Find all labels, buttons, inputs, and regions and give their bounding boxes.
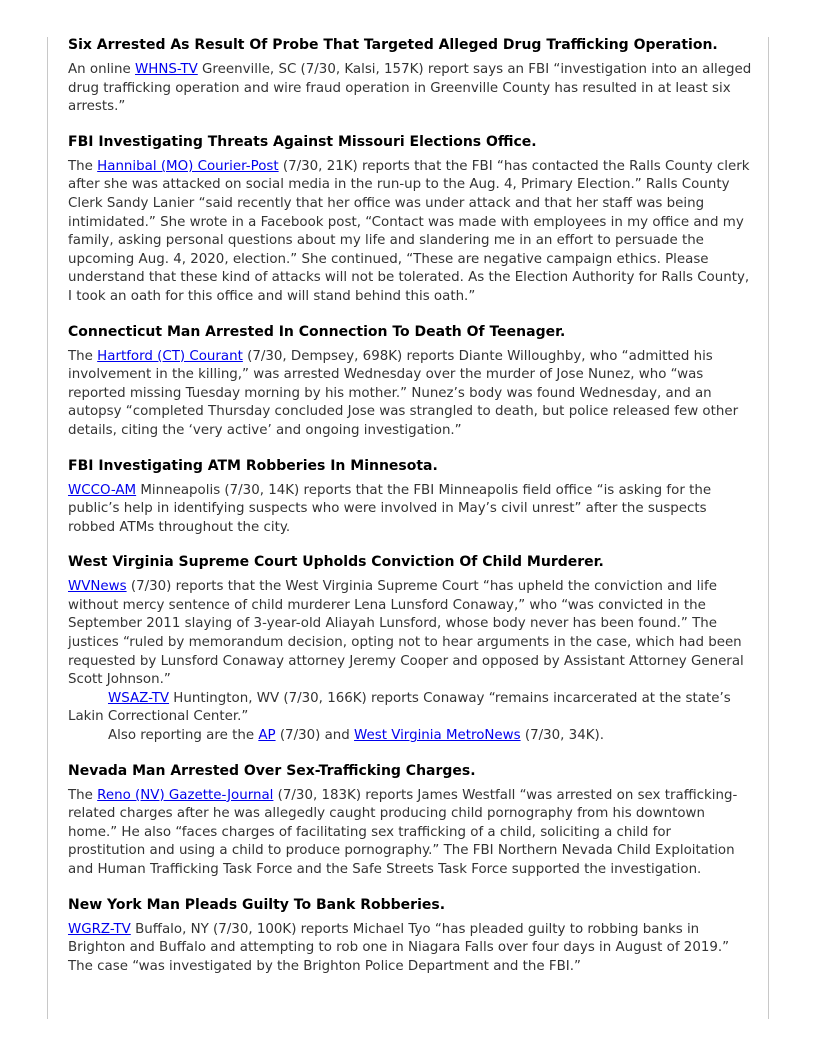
source-link-hannibal-courier-post[interactable]: Hannibal (MO) Courier-Post — [97, 158, 279, 174]
article-west-virginia-court — [68, 553, 752, 745]
article-body: Also reporting are the AP (7/30) and West Virginia MetroNews (7/30, 34K). — [108, 728, 604, 744]
article-headline: FBI Investigating ATM Robberies In Minnesota. — [68, 457, 438, 474]
article-atm-robberies — [68, 457, 752, 538]
article-body: WGRZ-TV Buffalo, NY (7/30, 100K) reports Michael Tyo “has pleaded guilty to robbing banks in Brighton and Buffalo and attempting to rob one in Niagara Falls over four days in August of 2019.” The case “was investigated by the Brighton Police Department and the FBI.” — [68, 921, 730, 974]
source-link-wcco-am[interactable]: WCCO-AM — [68, 482, 137, 498]
article-new-york-bank-robberies — [68, 896, 752, 977]
article-missouri-elections — [68, 133, 752, 307]
source-link-wsaz-tv[interactable]: WSAZ-TV — [108, 690, 170, 706]
article-connecticut-teenager — [68, 323, 752, 441]
article-nevada-trafficking — [68, 762, 752, 880]
source-link-wvnews[interactable]: WVNews — [68, 579, 127, 595]
source-link-ap[interactable]: AP — [258, 728, 276, 744]
article-body: The Reno (NV) Gazette-Journal (7/30, 183K) reports James Westfall “was arrested on sex trafficking-related charges after he was allegedly caught producing child pornography from his downtown home.” He also “faces charges of facilitating sex trafficking of a child, soliciting a child for prostitution and using a child to produce pornography.” The FBI Northern Nevada Child Exploitation and Human Trafficking Task Force and the Safe Streets Task Force supported the investigation. — [68, 787, 738, 877]
source-link-reno-gazette-journal[interactable]: Reno (NV) Gazette-Journal — [97, 787, 274, 803]
source-link-wgrz-tv[interactable]: WGRZ-TV — [68, 921, 131, 937]
article-headline: New York Man Pleads Guilty To Bank Robberies. — [68, 896, 446, 913]
article-headline: Connecticut Man Arrested In Connection To Death Of Teenager. — [68, 323, 566, 340]
article-body: An online WHNS-TV Greenville, SC (7/30, Kalsi, 157K) report says an FBI “investigation into an alleged drug trafficking operation and wire fraud operation in Greenville County has resulted in at least six arrests.” — [68, 62, 752, 115]
right-margin-rule — [768, 37, 769, 1019]
article-headline: Six Arrested As Result Of Probe That Targeted Alleged Drug Trafficking Operation. — [68, 37, 718, 53]
article-body: The Hartford (CT) Courant (7/30, Dempsey, 698K) reports Diante Willoughby, who “admitted his involvement in the killing,” was arrested Wednesday over the murder of Jose Nunez, who “was reported missing Tuesday morning by his mother.” Nunez’s body was found Wednesday, and an autopsy “completed Thursday concluded Jose was strangled to death, but police released few other details, citing the ‘very active’ and ongoing investigation.” — [68, 348, 739, 438]
article-body: WVNews (7/30) reports that the West Virginia Supreme Court “has upheld the conviction and life without mercy sentence of child murderer Lena Lunsford Conaway,” who “was convicted in the September 2011 slaying of 3-year-old Aliayah Lunsford, whose body never has been found.” The justices “ruled by memorandum decision, opting not to hear arguments in the case, which had been requested by Lunsford Conaway attorney Jeremy Cooper and opposed by Assistant Attorney General Scott Johnson.” — [68, 579, 744, 688]
source-link-wv-metronews[interactable]: West Virginia MetroNews — [354, 728, 521, 744]
article-body: WSAZ-TV Huntington, WV (7/30, 166K) reports Conaway “remains incarcerated at the state’s Lakin Correctional Center.” — [68, 690, 731, 725]
source-link-whns-tv[interactable]: WHNS-TV — [135, 62, 198, 77]
article-body: WCCO-AM Minneapolis (7/30, 14K) reports that the FBI Minneapolis field office “is asking for the public’s help in identifying suspects who were involved in May’s civil unrest” after the suspects robbed ATMs throughout the city. — [68, 482, 712, 535]
article-drug-trafficking — [68, 36, 752, 117]
news-briefing-page — [68, 36, 752, 992]
left-margin-rule — [47, 37, 48, 1019]
article-headline: Nevada Man Arrested Over Sex-Trafficking Charges. — [68, 762, 476, 779]
article-headline: FBI Investigating Threats Against Missouri Elections Office. — [68, 133, 537, 150]
article-headline: West Virginia Supreme Court Upholds Conviction Of Child Murderer. — [68, 554, 604, 571]
source-link-hartford-courant[interactable]: Hartford (CT) Courant — [97, 348, 243, 364]
article-body: The Hannibal (MO) Courier-Post (7/30, 21K) reports that the FBI “has contacted the Ralls County clerk after she was attacked on social media in the run-up to the Aug. 4, Primary Election.” Ralls County Clerk Sandy Lanier “said recently that her office was under attack and that her staff was being intimidated.” She wrote in a Facebook post, “Contact was made with employees in my office and my family, asking personal questions about my life and slandering me in an effort to persuade the upcoming Aug. 4, 2020, election.” She continued, “These are negative campaign ethics. Please understand that these kind of attacks will not be tolerated. As the Election Authority for Ralls County, I took an oath for this office and will stand behind this oath.” — [68, 158, 750, 304]
